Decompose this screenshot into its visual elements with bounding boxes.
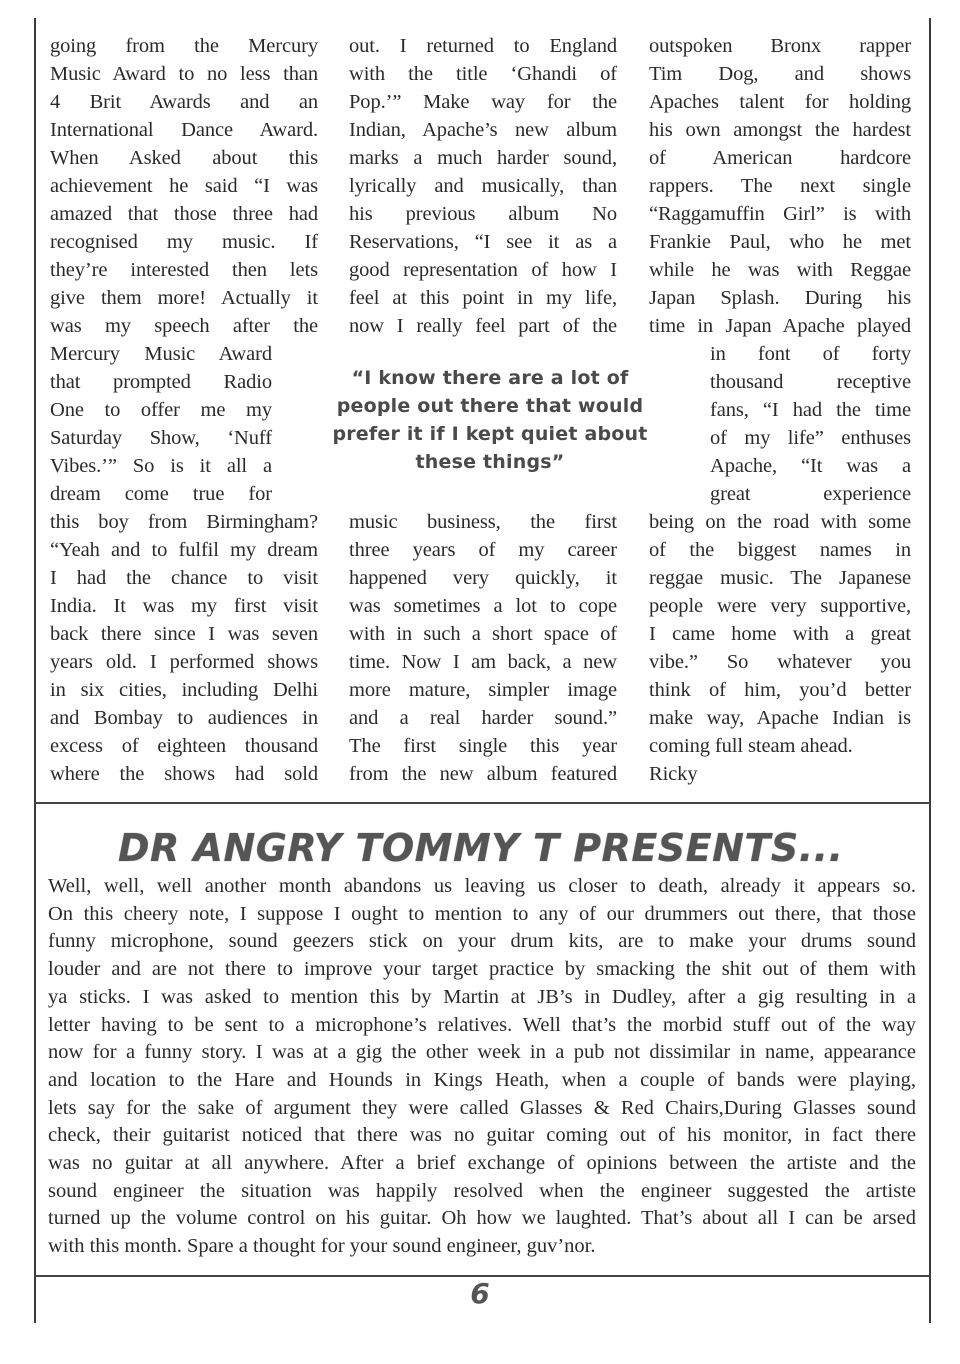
text-line: excess of eighteen thousand	[50, 735, 318, 757]
text-line: sound engineer the situation was happily resolved when the engineer suggested the artiste	[48, 1179, 916, 1202]
article-column-2-top	[349, 32, 617, 340]
text-line: being on the road with some	[649, 511, 911, 533]
text-line: think of him, you’d better	[649, 679, 911, 701]
text-line: International Dance Award.	[50, 119, 318, 141]
text-line: music business, the first	[349, 511, 617, 533]
text-line: time. Now I am back, a new	[349, 651, 617, 673]
pull-quote-line: prefer it if I kept quiet about	[332, 423, 648, 445]
text-line: I came home with a great	[649, 623, 911, 645]
text-line: and Bombay to audiences in	[50, 707, 318, 729]
text-line: I had the chance to visit	[50, 567, 318, 589]
text-line: check, their guitarist noticed that there was no guitar coming out of his monitor, in fact there	[48, 1124, 916, 1147]
right-border	[929, 18, 931, 1323]
text-line: coming full steam ahead.	[649, 735, 853, 757]
text-line: his own amongst the hardest	[649, 119, 911, 141]
pull-quote-line: people out there that would	[336, 395, 644, 417]
text-line: achievement he said “I was	[50, 175, 318, 197]
text-line: feel at this point in my life,	[349, 287, 617, 309]
text-line: from the new album featured	[349, 763, 617, 785]
text-line: out. I returned to England	[349, 35, 617, 57]
text-line: turned up the volume control on his guitar. Oh how we laughted. That’s about all I can be arsed	[48, 1207, 916, 1230]
text-line: Apaches talent for holding	[649, 91, 911, 113]
article-body	[48, 873, 916, 1261]
text-line: Tim Dog, and shows	[649, 63, 911, 85]
pull-quote	[290, 364, 690, 476]
text-line: Mercury Music Award	[50, 343, 272, 365]
text-line: back there since I was seven	[50, 623, 318, 645]
text-line: lets say for the sake of argument they were called Glasses & Red Chairs,During Glasses sound	[48, 1096, 916, 1119]
text-line: they’re interested then lets	[50, 259, 318, 281]
text-line: rappers. The next single	[649, 175, 911, 197]
text-line: Pop.’” Make way for the	[349, 91, 617, 113]
text-line: recognised my music. If	[50, 231, 318, 253]
text-line: good representation of how I	[349, 259, 617, 281]
text-line: of my life” enthuses	[710, 427, 911, 449]
text-line: was my speech after the	[50, 315, 318, 337]
text-line: with in such a short space of	[349, 623, 617, 645]
text-line: Japan Splash. During his	[649, 287, 911, 309]
text-line: years old. I performed shows	[50, 651, 318, 673]
text-line: On this cheery note, I suppose I ought to mention to any of our drummers out there, that those	[48, 902, 916, 925]
text-line: Ricky	[649, 763, 698, 785]
text-line: ya sticks. I was asked to mention this by Martin at JB’s in Dudley, after a gig resulting in a	[48, 985, 916, 1008]
text-line: this boy from Birmingham?	[50, 511, 318, 533]
text-line: going from the Mercury	[50, 35, 318, 57]
text-line: Well, well, well another month abandons us leaving us closer to death, already it appears so.	[48, 875, 916, 897]
text-line: outspoken Bronx rapper	[649, 35, 911, 57]
text-line: with the title ‘Ghandi of	[349, 63, 617, 85]
text-line: “Raggamuffin Girl” is with	[649, 203, 911, 225]
page-number: 6	[470, 1277, 490, 1310]
text-line: in font of forty	[710, 343, 911, 365]
text-line: Vibes.’” So is it all a	[50, 455, 272, 477]
text-line: Saturday Show, ‘Nuff	[50, 427, 272, 449]
text-line: was sometimes a lot to cope	[349, 595, 617, 617]
article-column-3-inset	[710, 340, 911, 508]
text-line: Music Award to no less than	[50, 63, 318, 85]
text-line: “Yeah and to fulfil my dream	[50, 539, 318, 561]
text-line: of American hardcore	[649, 147, 911, 169]
article-column-3-top	[649, 32, 911, 340]
text-line: that prompted Radio	[50, 371, 272, 393]
text-line: and a real harder sound.”	[349, 707, 617, 729]
text-line: people were very supportive,	[649, 595, 911, 617]
text-line: happened very quickly, it	[349, 567, 617, 589]
text-line: reggae music. The Japanese	[649, 567, 911, 589]
text-line: three years of my career	[349, 539, 617, 561]
text-line: more mature, simpler image	[349, 679, 617, 701]
article-column-1	[50, 32, 318, 788]
pull-quote-line: “I know there are a lot of	[351, 367, 629, 389]
text-line: lyrically and musically, than	[349, 175, 617, 197]
text-line: India. It was my first visit	[50, 595, 318, 617]
text-line: give them more! Actually it	[50, 287, 318, 309]
text-line: Frankie Paul, who he met	[649, 231, 911, 253]
text-line: was no guitar at all anywhere. After a brief exchange of opinions between the artiste and the	[48, 1152, 916, 1175]
text-line: Indian, Apache’s new album	[349, 119, 617, 141]
text-line: now for a funny story. I was at a gig the other week in a pub not dissimilar in name, appearance	[48, 1041, 916, 1064]
text-line: 4 Brit Awards and an	[50, 91, 318, 113]
text-line: and location to the Hare and Hounds in Kings Heath, when a couple of bands were playing,	[48, 1068, 916, 1091]
text-line: where the shows had sold	[50, 763, 318, 785]
text-line: thousand receptive	[710, 371, 911, 393]
article-column-2-bottom	[349, 508, 617, 788]
text-line: vibe.” So whatever you	[649, 651, 911, 673]
article-heading: DR ANGRY TOMMY T PRESENTS...	[118, 826, 844, 870]
text-line: One to offer me my	[50, 399, 272, 421]
text-line: in six cities, including Delhi	[50, 679, 318, 701]
text-line: funny microphone, sound geezers stick on your drum kits, are to make your drums sound	[48, 930, 916, 953]
text-line: now I really feel part of the	[349, 315, 617, 337]
text-line: amazed that those three had	[50, 203, 318, 225]
text-line: make way, Apache Indian is	[649, 707, 911, 729]
text-line: of the biggest names in	[649, 539, 911, 561]
text-line: time in Japan Apache played	[649, 315, 911, 337]
text-line: letter having to be sent to a microphone’s relatives. Well that’s the morbid stuff out of the way	[48, 1013, 916, 1036]
section-divider-top	[34, 802, 930, 804]
text-line: with this month. Spare a thought for your sound engineer, guv’nor.	[48, 1235, 596, 1258]
text-line: his previous album No	[349, 203, 617, 225]
article-column-3-bottom	[649, 508, 911, 788]
text-line: The first single this year	[349, 735, 617, 757]
text-line: dream come true for	[50, 483, 272, 505]
text-line: Apache, “It was a	[710, 455, 911, 477]
text-line: marks a much harder sound,	[349, 147, 617, 169]
text-line: fans, “I had the time	[710, 399, 911, 421]
text-line: Reservations, “I see it as a	[349, 231, 617, 253]
text-line: while he was with Reggae	[649, 259, 911, 281]
pull-quote-line: these things”	[415, 451, 565, 473]
text-line: When Asked about this	[50, 147, 318, 169]
left-border	[34, 18, 36, 1323]
text-line: louder and are not there to improve your target practice by smacking the shit out of them with	[48, 958, 916, 981]
text-line: great experience	[710, 483, 911, 505]
